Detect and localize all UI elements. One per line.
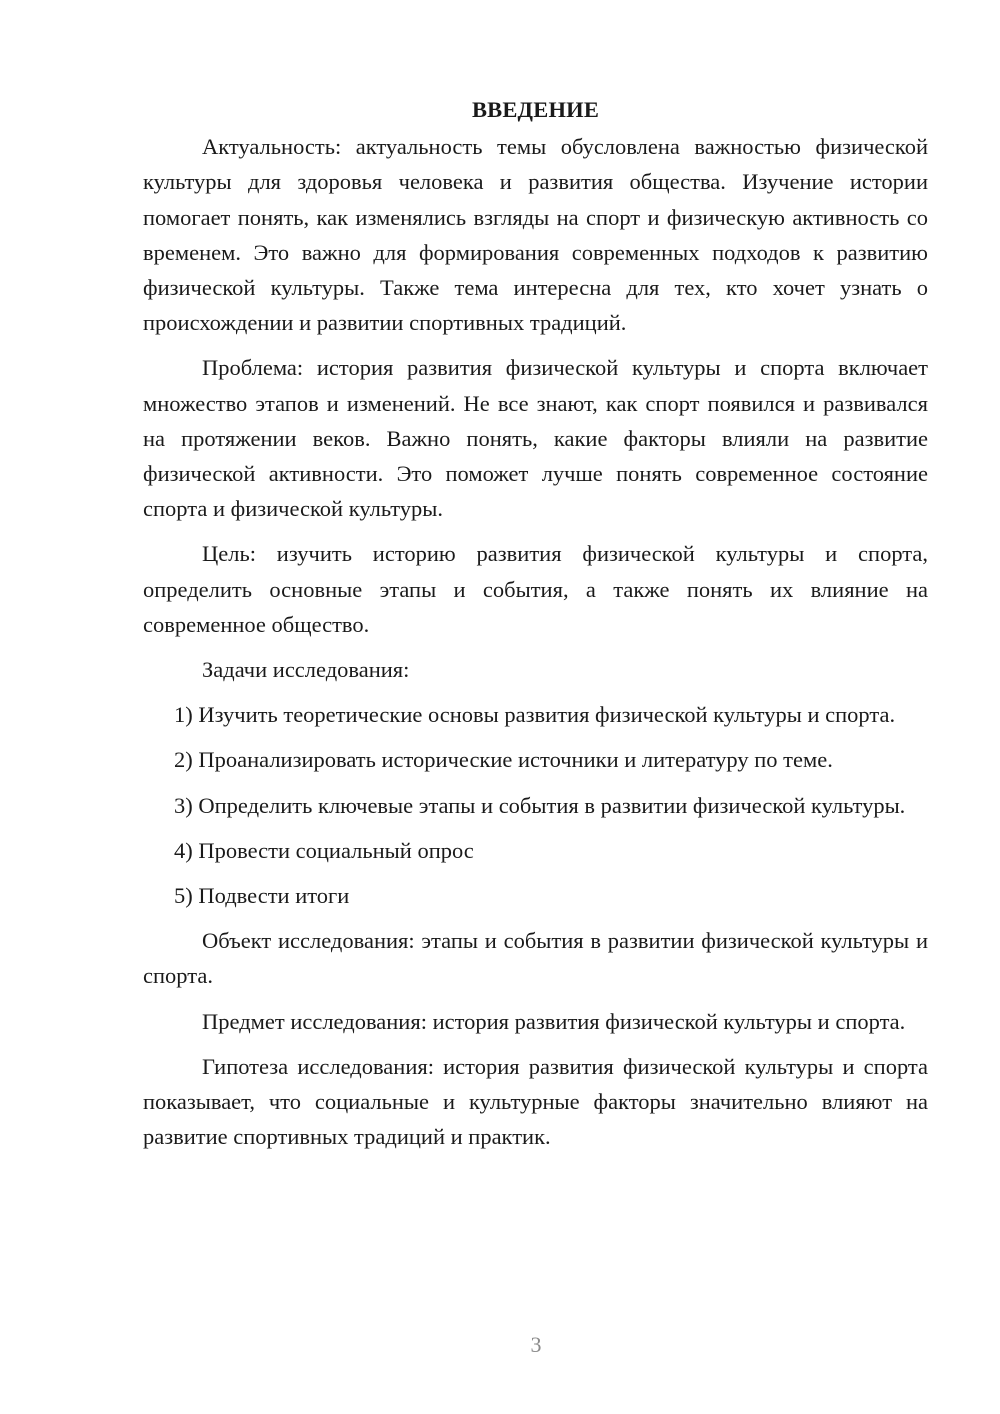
paragraph-problem: Проблема: история развития физической культуры и спорта включает множество этапов и изменений. Не все знают, как спорт появился и развивался на протяжении веков. Важно понять, какие факторы влияли на развитие физической активности. Это поможет лучше понять современное состояние спорта и физической культуры.	[143, 355, 928, 522]
paragraph-subject: Предмет исследования: история развития физической культуры и спорта.	[202, 1008, 906, 1034]
document-body	[143, 129, 928, 1154]
list-item: 5) Подвести итоги	[174, 883, 350, 909]
page-number: 3	[530, 1332, 542, 1357]
list-item: 1) Изучить теоретические основы развития физической культуры и спорта.	[174, 702, 896, 728]
paragraph-relevance: Актуальность: актуальность темы обусловлена важностью физической культуры для здоровья человека и развития общества. Изучение истории помогает понять, как изменялись взгляды на спорт и физическую активность со временем. Это важно для формирования современных подходов к развитию физической культуры. Также тема интересна для тех, кто хочет узнать о происхождении и развитии спортивных традиций.	[143, 134, 928, 336]
paragraph-hypothesis: Гипотеза исследования: история развития физической культуры и спорта показывает, что социальные и культурные факторы значительно влияют на развитие спортивных традиций и практик.	[143, 1053, 928, 1150]
list-item: 2) Проанализировать исторические источники и литературу по теме.	[174, 747, 833, 773]
list-item: 4) Провести социальный опрос	[174, 837, 474, 863]
list-item: 3) Определить ключевые этапы и события в развитии физической культуры.	[174, 792, 906, 818]
section-title: ВВЕДЕНИЕ	[471, 97, 600, 122]
paragraph-tasks-heading: Задачи исследования:	[202, 657, 410, 683]
paragraph-object: Объект исследования: этапы и события в развитии физической культуры и спорта.	[143, 928, 928, 989]
paragraph-goal: Цель: изучить историю развития физической культуры и спорта, определить основные этапы и события, а также понять их влияние на современное общество.	[143, 541, 928, 637]
document-page	[143, 92, 928, 1154]
